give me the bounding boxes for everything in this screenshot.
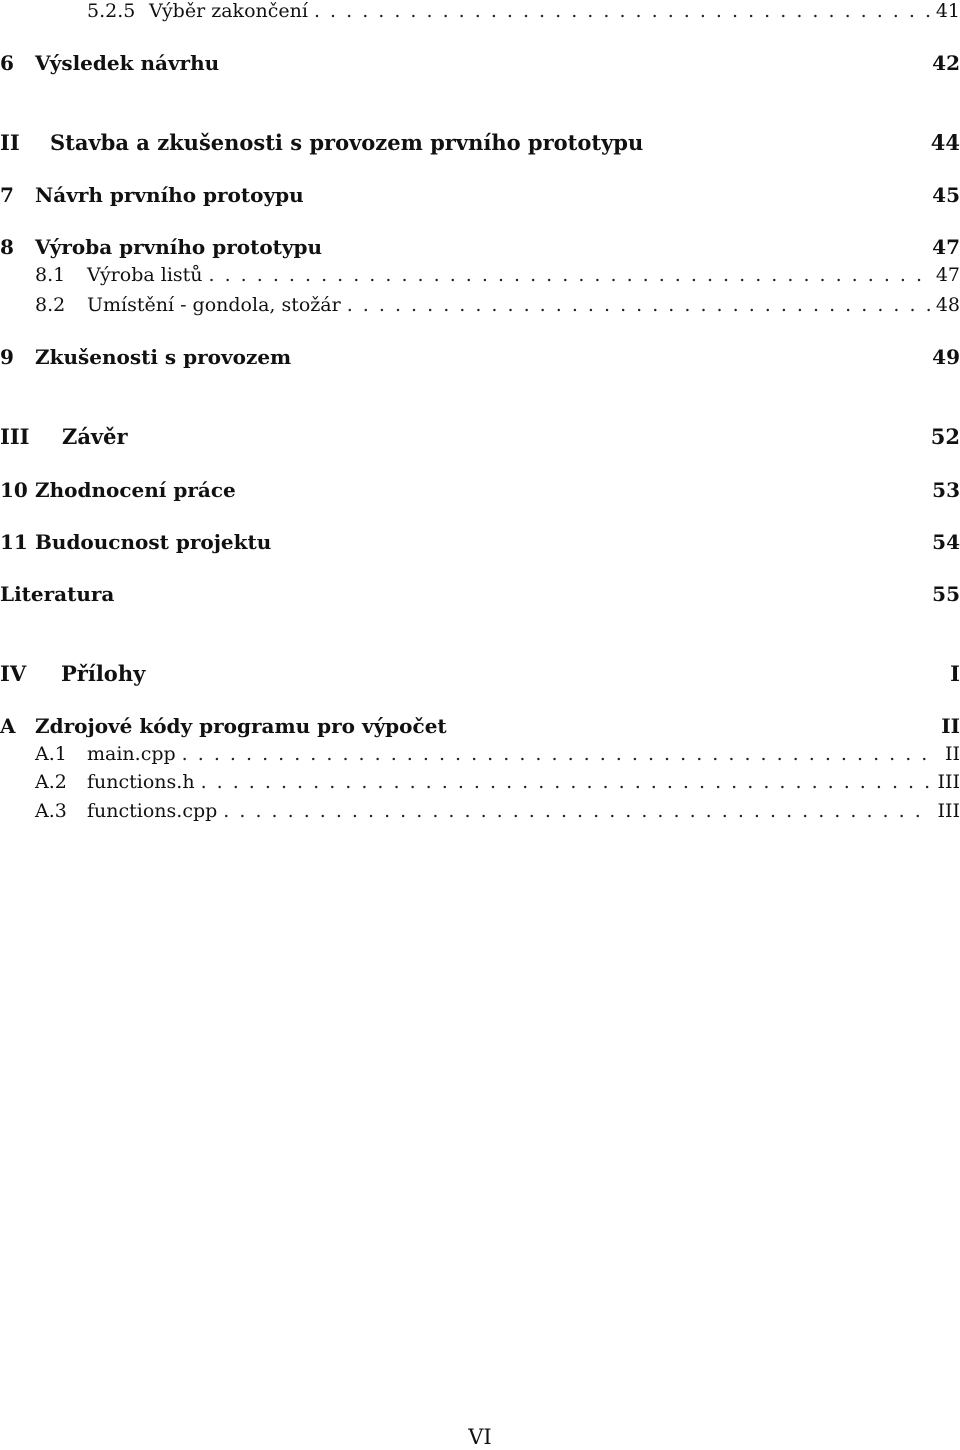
- entry-title: functions.cpp: [87, 800, 218, 822]
- toc-part-II[interactable]: [0, 130, 960, 155]
- entry-title: Literatura: [0, 582, 115, 606]
- entry-title: Výběr zakončení: [149, 0, 308, 22]
- entry-number: A.3: [35, 800, 67, 822]
- dot-leader: [347, 294, 930, 316]
- entry-title: Zkušenosti s provozem: [35, 345, 292, 369]
- toc-entry-8-2[interactable]: [0, 294, 960, 316]
- entry-title: Návrh prvního protoypu: [35, 183, 304, 207]
- entry-page: 49: [932, 345, 960, 369]
- entry-title: Zdrojové kódy programu pro výpočet: [35, 714, 447, 738]
- entry-page: I: [950, 661, 960, 686]
- part-title: Závěr: [62, 424, 128, 449]
- entry-page: 42: [932, 51, 960, 75]
- entry-number: A.1: [35, 743, 67, 765]
- entry-page: 41: [935, 0, 960, 22]
- toc-entry-8[interactable]: [0, 235, 960, 259]
- entry-number: 8.2: [35, 294, 66, 316]
- dot-leader: [182, 743, 939, 765]
- entry-page: 44: [930, 130, 960, 155]
- entry-page: 54: [932, 530, 960, 554]
- entry-page: III: [937, 800, 960, 822]
- dot-leader: [314, 0, 930, 22]
- part-title: Přílohy: [61, 661, 146, 686]
- dot-leader: [223, 800, 931, 822]
- toc-entry-6[interactable]: [0, 51, 960, 75]
- entry-title: main.cpp: [87, 743, 176, 765]
- part-number: II: [0, 130, 20, 155]
- entry-page: 52: [930, 424, 960, 449]
- toc-entry-9[interactable]: [0, 345, 960, 369]
- toc-entry-literatura[interactable]: [0, 582, 960, 606]
- entry-number: 8.1: [35, 264, 66, 286]
- entry-title: Výroba prvního prototypu: [35, 235, 323, 259]
- entry-title: Zhodnocení práce: [35, 478, 236, 502]
- entry-number: A.2: [35, 771, 67, 793]
- toc-entry-7[interactable]: [0, 183, 960, 207]
- entry-page: 47: [935, 264, 960, 286]
- dot-leader: [209, 264, 930, 286]
- entry-page: 55: [932, 582, 960, 606]
- toc-part-IV[interactable]: [0, 661, 960, 686]
- toc-entry-5-2-5[interactable]: [0, 0, 960, 22]
- entry-number: A: [0, 714, 16, 738]
- part-number: III: [0, 424, 30, 449]
- entry-number: 8: [0, 235, 14, 259]
- toc-entry-A-1[interactable]: [0, 743, 960, 765]
- entry-page: 48: [935, 294, 960, 316]
- toc-entry-10[interactable]: [0, 478, 960, 502]
- entry-number: 5.2.5: [87, 0, 136, 22]
- entry-page: III: [937, 771, 960, 793]
- entry-title: Výsledek návrhu: [35, 51, 220, 75]
- entry-page: II: [944, 743, 960, 765]
- entry-title: Budoucnost projektu: [35, 530, 272, 554]
- entry-title: Výroba listů: [87, 264, 203, 286]
- part-title: Stavba a zkušenosti s provozem prvního prototypu: [50, 130, 644, 155]
- toc-entry-11[interactable]: [0, 530, 960, 554]
- entry-number: 9: [0, 345, 14, 369]
- entry-number: 10: [0, 478, 28, 502]
- entry-page: 45: [932, 183, 960, 207]
- entry-page: II: [941, 714, 960, 738]
- dot-leader: [201, 771, 932, 793]
- toc-part-III[interactable]: [0, 424, 960, 449]
- toc-entry-A[interactable]: [0, 714, 960, 738]
- toc-entry-A-3[interactable]: [0, 800, 960, 822]
- page-number: VI: [468, 1425, 492, 1449]
- entry-number: 11: [0, 530, 28, 554]
- part-number: IV: [0, 661, 27, 686]
- entry-title: Umístění - gondola, stožár: [87, 294, 341, 316]
- toc-entry-8-1[interactable]: [0, 264, 960, 286]
- entry-number: 7: [0, 183, 14, 207]
- entry-title: functions.h: [87, 771, 195, 793]
- entry-number: 6: [0, 51, 14, 75]
- entry-page: 47: [932, 235, 960, 259]
- entry-page: 53: [932, 478, 960, 502]
- toc-entry-A-2[interactable]: [0, 771, 960, 793]
